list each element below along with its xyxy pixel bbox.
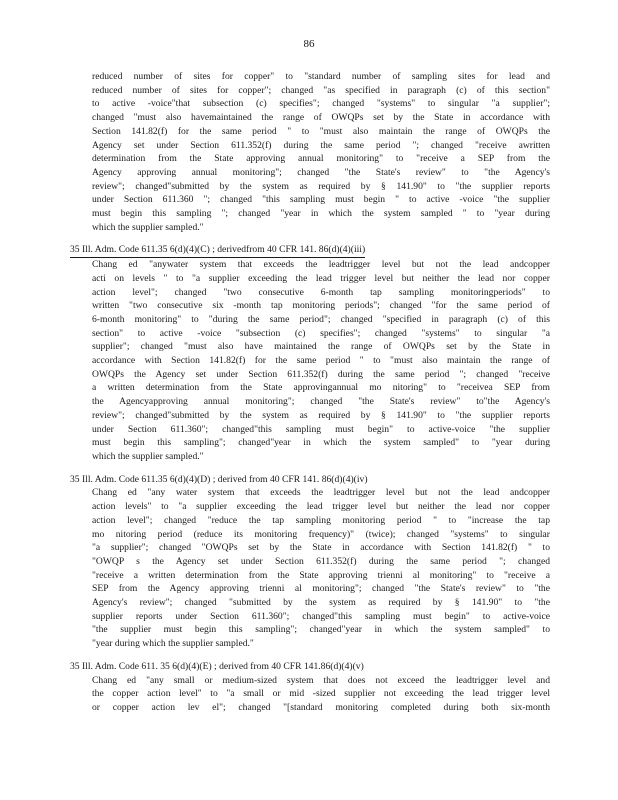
text-line: Chang ed "any water system that exceeds the leadtrigger level but not the lead andcopper: [92, 487, 550, 499]
text-line: or copper action lev el"; changed "[standard monitoring completed during both six-month: [92, 701, 550, 713]
text-line: acti on levels " to "a supplier exceeding the lead trigger level but neither the lead nor copper: [92, 272, 550, 284]
text-line: which the supplier sampled.": [92, 221, 204, 233]
text-line: accordance with Section 141.82(f) for the same period " to "must also maintain the range of: [92, 355, 550, 367]
text-line: must begin this sampling"; changed"year in which the system sampled" to "year during: [92, 437, 550, 449]
citation-heading: 35 Ill. Adm. Code 611.35 6(d)(4)(C) ; derivedfrom 40 CFR 141. 86(d)(4)(iii): [70, 243, 365, 258]
citation-heading-row: [70, 473, 550, 487]
citation-entry: [70, 243, 550, 463]
text-line: changed "must also havemaintained the range of OWQPs set by the State in accordance with: [92, 112, 550, 124]
text-line: mo nitoring period (reduce its monitoring frequency)" (twice); changed "systems" to singular: [92, 528, 550, 540]
citation-heading: 35 Ill. Adm. Code 611.35 6(d)(4)(D) ; derived from 40 CFR 141. 86(d)(4)(iv): [70, 473, 368, 485]
text-line: supplier"; changed "must also have maintained the range of OWQPs set by the State in: [92, 341, 550, 353]
text-line: Agency approving annual monitoring"; changed "the State's review" to "the Agency's: [92, 166, 550, 178]
citation-heading-row: [70, 243, 550, 258]
text-line: must begin this sampling "; changed "year in which the system sampled " to "year during: [92, 208, 550, 220]
citation-heading: 35 Ill. Adm. Code 611. 35 6(d)(4)(E) ; derived from 40 CFR 141.86(d)(4)(v): [70, 660, 364, 672]
citation-body: [70, 486, 550, 650]
text-line: written "two consecutive six -month tap monitoring periods"; changed "for the same period of: [92, 300, 550, 312]
text-line: Chang ed "anywater system that exceeds the leadtrigger level but not the lead andcopper: [92, 259, 550, 271]
citation-body: [70, 258, 550, 464]
text-line: reduced number of sites for copper" to "standard number of sampling sites for lead and: [92, 71, 550, 82]
text-line: to active -voice"that subsection (c) specifies"; changed "systems" to singular "a supplier";: [92, 98, 550, 110]
text-line: section" to active -voice "subsection (c) specifies"; changed "systems" to singular "a: [92, 327, 550, 339]
page-number: 86: [303, 38, 315, 50]
citation-heading-row: [70, 660, 550, 674]
text-line: 6-month monitoring" to "during the same period"; changed "specified in paragraph (c) of this: [92, 313, 550, 325]
text-line: action levels" to "a supplier exceeding the lead trigger level but neither the lead nor copper: [92, 501, 550, 513]
text-line: a written determination from the State approvingannual mo nitoring" to "receivea SEP from: [92, 382, 550, 394]
text-line: "a supplier"; changed "OWQPs set by the State in accordance with Section 141.82(f) " to: [92, 542, 550, 554]
text-line: determination from the State approving annual monitoring" to "receive a SEP from the: [92, 153, 550, 165]
text-line: supplier reports under Section 611.360"; changed"this sampling must begin" to active-voice: [92, 610, 550, 622]
text-line: "receive a written determination from the State approving trienni al monitoring" to "receive a: [92, 569, 550, 581]
text-line: Chang ed "any small or medium-sized system that does not exceed the leadtrigger level and: [92, 674, 550, 686]
text-line: review"; changed"submitted by the system as required by § 141.90" to "the supplier reports: [92, 409, 550, 421]
text-line: Agency set under Section 611.352(f) during the same period "; changed "receive awritten: [92, 139, 550, 151]
text-line: "the supplier must begin this sampling"; changed"year in which the system sampled" to: [92, 624, 550, 636]
text-line: "year during which the supplier sampled.": [92, 638, 254, 650]
text-line: "OWQP s the Agency set under Section 611.352(f) during the same period "; changed: [92, 555, 550, 567]
citation-entry: [70, 660, 550, 715]
citation-body: [70, 674, 550, 715]
text-line: OWQPs the Agency set under Section 611.352(f) during the same period "; changed "receive: [92, 368, 550, 380]
citation-entry: [70, 473, 550, 651]
text-line: SEP from the Agency approving trienni al monitoring"; changed "the State's review" to "the: [92, 583, 550, 595]
text-line: reduced number of sites for copper"; changed "as specified in paragraph (c) of this section": [92, 84, 550, 96]
text-line: review"; changed"submitted by the system as required by § 141.90" to "the supplier reports: [92, 180, 550, 192]
text-line: action level"; changed "reduce the tap sampling monitoring period " to "increase the tap: [92, 514, 550, 526]
text-line: the copper action level" to "a small or mid -sized supplier not exceeding the lead trigger level: [92, 688, 550, 700]
intro-paragraph: [70, 70, 550, 234]
text-line: the Agencyapproving annual monitoring"; changed "the State's review" to"the Agency's: [92, 396, 550, 408]
text-line: under Section 611.360"; changed"this sampling must begin" to active-voice "the supplier: [92, 423, 550, 435]
text-line: action level"; changed "two consecutive 6-month tap sampling monitoringperiods" to: [92, 286, 550, 298]
text-line: which the supplier sampled.": [92, 450, 204, 462]
text-line: Section 141.82(f) for the same period " to "must also maintain the range of OWQPs the: [92, 125, 550, 137]
text-line: under Section 611.360 "; changed "this sampling must begin " to active -voice "the supplier: [92, 194, 550, 206]
document-body: [70, 70, 550, 715]
entries-list: [70, 243, 550, 714]
text-line: Agency's review"; changed "submitted by the system as required by § 141.90" to "the: [92, 597, 550, 609]
